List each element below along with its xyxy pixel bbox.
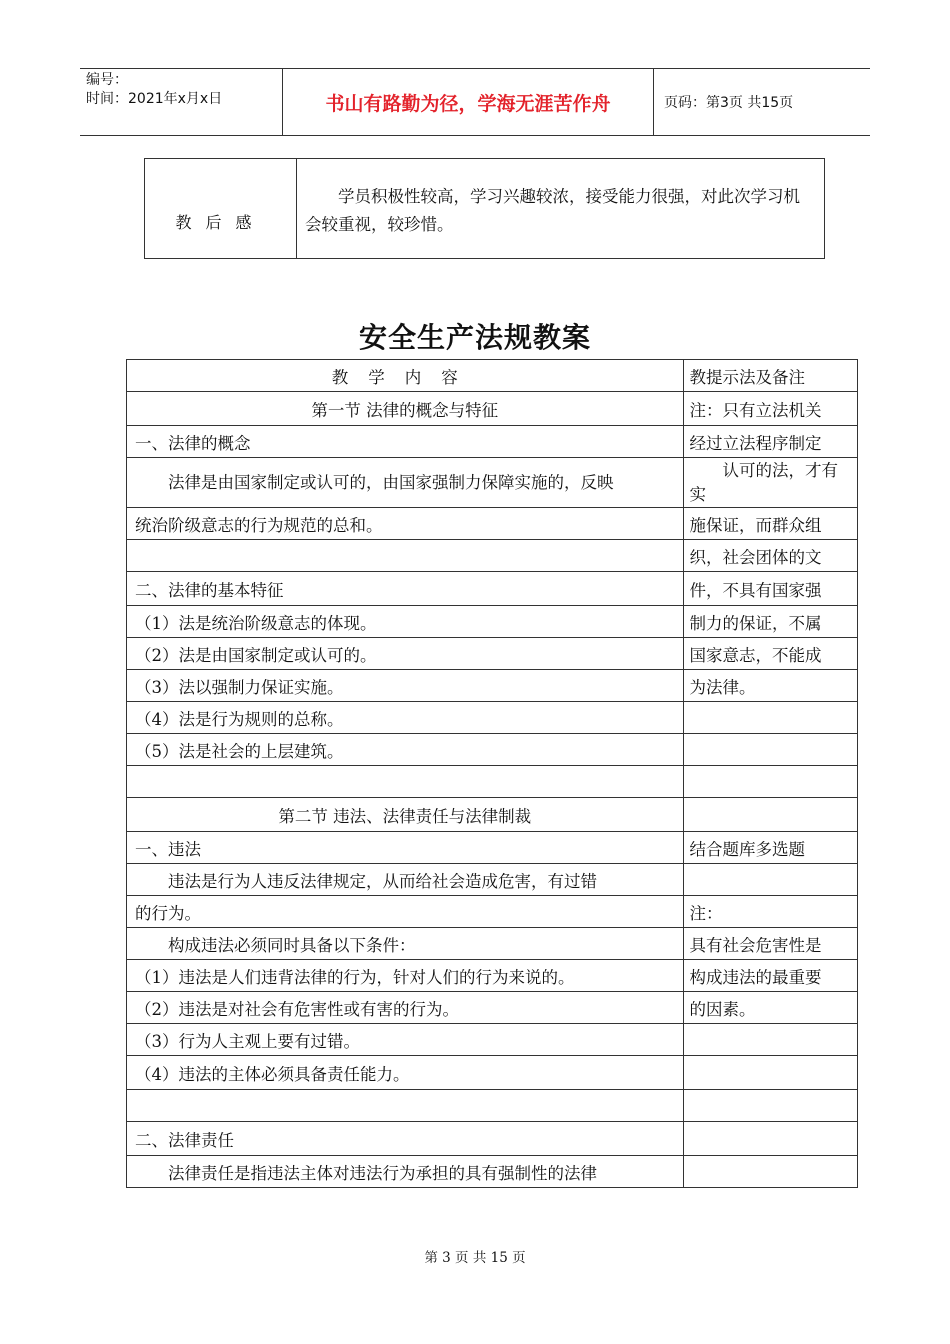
notes-cell: 件，不具有国家强 — [683, 572, 857, 606]
table-row — [127, 572, 858, 606]
notes-cell — [683, 766, 857, 798]
header-meta — [80, 69, 282, 135]
content-cell: （3）法以强制力保证实施。 — [127, 670, 684, 702]
content-cell: 二、法律的基本特征 — [127, 572, 684, 606]
notes-cell: 施保证，而群众组 — [683, 508, 857, 540]
content-cell: 第二节 违法、法律责任与法律制裁 — [127, 798, 684, 832]
content-cell: 法律责任是指违法主体对违法行为承担的具有强制性的法律 — [127, 1156, 684, 1188]
notes-cell: 的因素。 — [683, 992, 857, 1024]
content-cell — [127, 766, 684, 798]
time-label: 时间：2021年x月x日 — [86, 91, 223, 107]
header-page-label: 页码：第3页 共15页 — [664, 95, 794, 111]
table-row — [127, 508, 858, 540]
notes-cell: 为法律。 — [683, 670, 857, 702]
table-row — [127, 606, 858, 638]
table-row — [127, 670, 858, 702]
notes-cell: 经过立法程序制定 — [683, 426, 857, 458]
table-row — [127, 458, 858, 508]
table-row — [127, 766, 858, 798]
table-row — [127, 798, 858, 832]
notes-cell: 制力的保证，不属 — [683, 606, 857, 638]
content-cell — [127, 540, 684, 572]
notes-cell — [683, 1122, 857, 1156]
table-row — [127, 1122, 858, 1156]
content-cell: 一、违法 — [127, 832, 684, 864]
table-row — [127, 540, 858, 572]
number-label: 编号： — [86, 72, 128, 88]
content-cell: （4）法是行为规则的总称。 — [127, 702, 684, 734]
notes-cell: 结合题库多选题 — [683, 832, 857, 864]
notes-cell: 注：只有立法机关 — [683, 392, 857, 426]
notes-cell — [683, 798, 857, 832]
table-row — [127, 360, 858, 392]
document-title: 安全生产法规教案 — [358, 321, 591, 354]
notes-cell — [683, 1024, 857, 1056]
evaluation-label: 教后感 — [145, 159, 297, 258]
notes-cell — [683, 864, 857, 896]
notes-cell: 织，社会团体的文 — [683, 540, 857, 572]
table-row — [127, 896, 858, 928]
notes-cell — [683, 734, 857, 766]
table-row — [127, 734, 858, 766]
table-row — [127, 1156, 858, 1188]
content-cell: （3）行为人主观上要有过错。 — [127, 1024, 684, 1056]
notes-cell — [683, 1090, 857, 1122]
table-row — [127, 992, 858, 1024]
content-cell: （4）违法的主体必须具备责任能力。 — [127, 1056, 684, 1090]
table-row — [127, 864, 858, 896]
notes-cell — [683, 702, 857, 734]
content-cell: 二、法律责任 — [127, 1122, 684, 1156]
notes-cell: 注： — [683, 896, 857, 928]
header-motto: 书山有路勤为径，学海无涯苦作舟 — [282, 69, 654, 135]
content-cell: （1）法是统治阶级意志的体现。 — [127, 606, 684, 638]
table-row — [127, 832, 858, 864]
content-cell: 一、法律的概念 — [127, 426, 684, 458]
table-row — [127, 928, 858, 960]
content-cell: 教学内容 — [127, 360, 684, 392]
table-row — [127, 702, 858, 734]
notes-cell: 认可的法，才有实 — [683, 458, 857, 508]
table-row — [127, 1056, 858, 1090]
table-row — [127, 1090, 858, 1122]
page-footer: 第 3 页 共 15 页 — [424, 1250, 526, 1266]
content-cell: （2）法是由国家制定或认可的。 — [127, 638, 684, 670]
notes-cell: 国家意志，不能成 — [683, 638, 857, 670]
content-cell: （2）违法是对社会有危害性或有害的行为。 — [127, 992, 684, 1024]
table-row — [127, 1024, 858, 1056]
content-cell: （1）违法是人们违背法律的行为，针对人们的行为来说的。 — [127, 960, 684, 992]
table-row — [127, 426, 858, 458]
notes-cell: 具有社会危害性是 — [683, 928, 857, 960]
lesson-table — [126, 359, 858, 1188]
table-row — [127, 960, 858, 992]
content-cell: 统治阶级意志的行为规范的总和。 — [127, 508, 684, 540]
content-cell: 违法是行为人违反法律规定，从而给社会造成危害，有过错 — [127, 864, 684, 896]
notes-cell — [683, 1156, 857, 1188]
evaluation-box — [144, 158, 825, 259]
content-cell: 法律是由国家制定或认可的，由国家强制力保障实施的，反映 — [127, 458, 684, 508]
notes-cell: 构成违法的最重要 — [683, 960, 857, 992]
content-cell: 的行为。 — [127, 896, 684, 928]
content-cell: 第一节 法律的概念与特征 — [127, 392, 684, 426]
notes-cell: 教提示法及备注 — [683, 360, 857, 392]
page-header — [80, 68, 870, 136]
table-row — [127, 392, 858, 426]
content-cell: 构成违法必须同时具备以下条件： — [127, 928, 684, 960]
content-cell: （5）法是社会的上层建筑。 — [127, 734, 684, 766]
evaluation-text: 学员积极性较高，学习兴趣较浓，接受能力很强，对此次学习机会较重视，较珍惜。 — [305, 187, 800, 234]
table-row — [127, 638, 858, 670]
content-cell — [127, 1090, 684, 1122]
notes-cell — [683, 1056, 857, 1090]
